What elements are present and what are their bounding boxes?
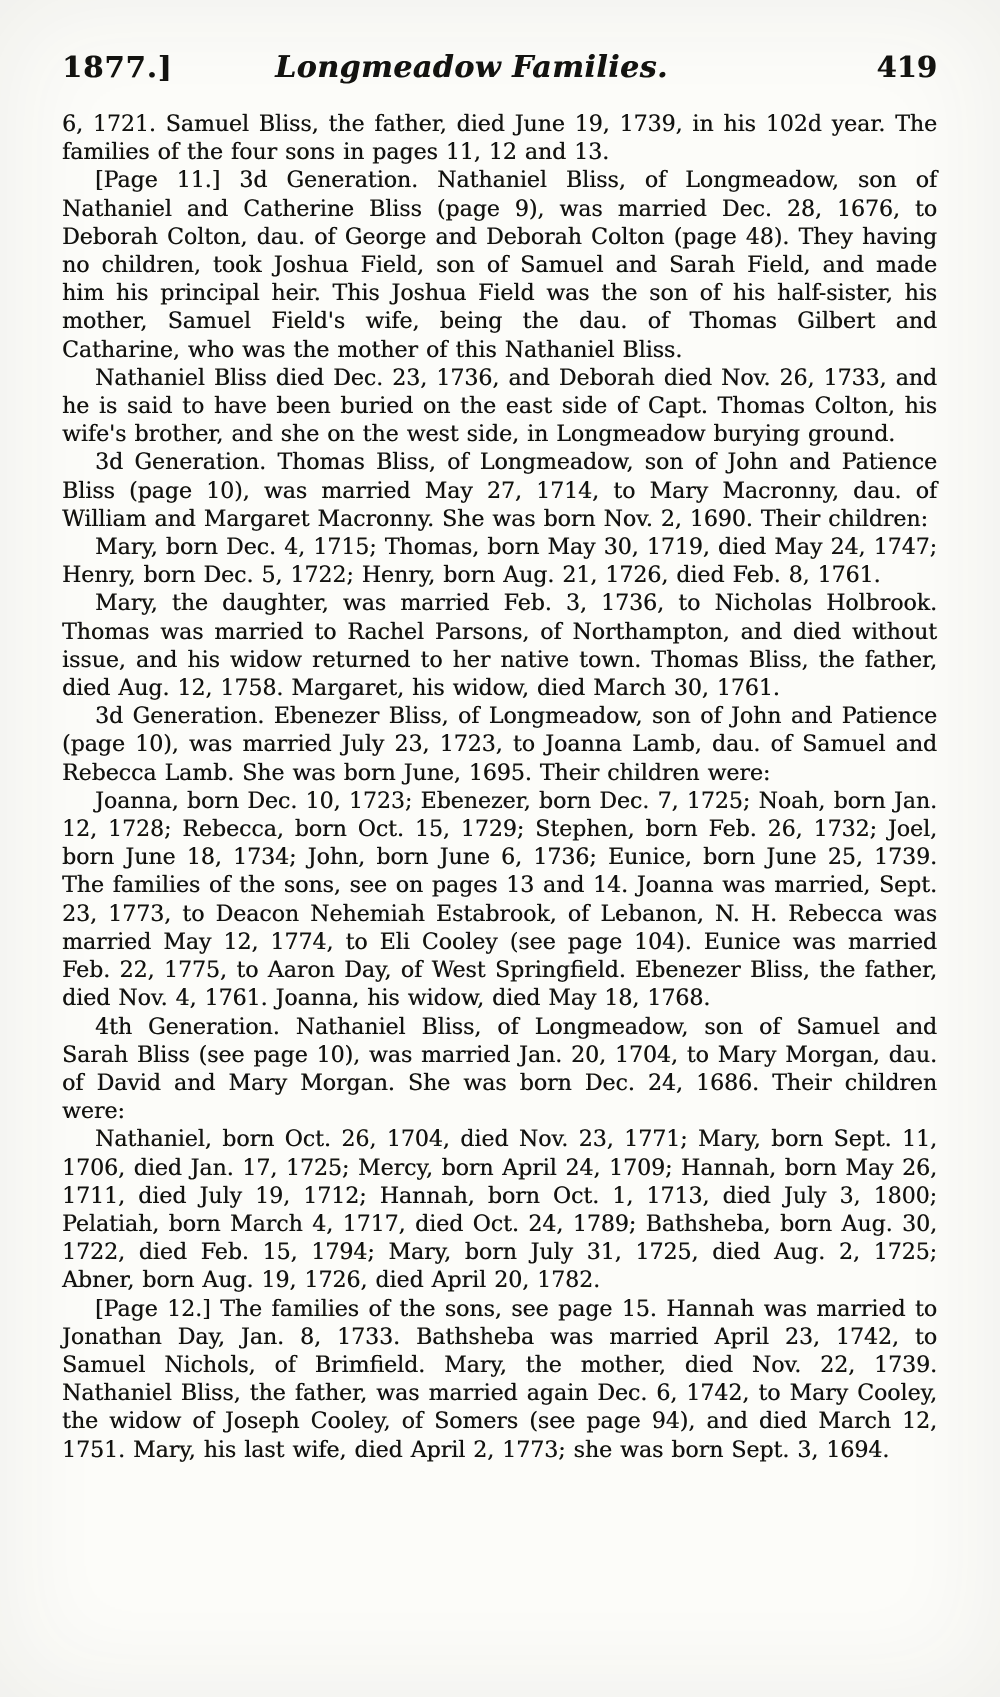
page-number: 419 — [876, 50, 937, 84]
text-body — [62, 111, 937, 1465]
paragraph-continuation: 6, 1721. Samuel Bliss, the father, died June 19, 1739, in his 102d year. The families of the four sons in pages 11, 12 and 13. — [62, 112, 937, 166]
paragraph-page11-nathaniel-bliss: [Page 11.] 3d Generation. Nathaniel Bliss, of Longmeadow, son of Nathaniel and Catherine Bliss (page 9), was married Dec. 28, 1676, to Deborah Colton, dau. of George and Deborah Colton (page 48). They having no children, took Joshua Field, son of Samuel and Sarah Field, and made him his principal heir. This Joshua Field was the son of his half-sister, his mother, Samuel Field's wife, being the dau. of Thomas Gilbert and Catharine, who was the mother of this Nathaniel Bliss. — [62, 168, 937, 363]
paragraph-mary-daughter: Mary, the daughter, was married Feb. 3, 1736, to Nicholas Holbrook. Thomas was married to Rachel Parsons, of Northampton, and died without issue, and his widow returned to her native town. Thomas Bliss, the father, died Aug. 12, 1758. Margaret, his widow, died March 30, 1761. — [62, 591, 937, 702]
paragraph-ebenezer-children: Joanna, born Dec. 10, 1723; Ebenezer, born Dec. 7, 1725; Noah, born Jan. 12, 1728; Rebecca, born Oct. 15, 1729; Stephen, born Feb. 26, 1732; Joel, born June 18, 1734; John, born June 6, 1736; Eunice, born June 25, 1739. The families of the sons, see on pages 13 and 14. Joanna was married, Sept. 23, 1773, to Deacon Nehemiah Estabrook, of Lebanon, N. H. Rebecca was married May 12, 1774, to Eli Cooley (see page 104). Eunice was married Feb. 22, 1775, to Aaron Day, of West Springfield. Ebenezer Bliss, the father, died Nov. 4, 1761. Joanna, his widow, died May 18, 1768. — [62, 788, 937, 1012]
paragraph-page12-families: [Page 12.] The families of the sons, see page 15. Hannah was married to Jonathan Day, Jan. 8, 1733. Bathsheba was married April 23, 1742, to Samuel Nichols, of Brimfield. Mary, the mother, died Nov. 22, 1739. Nathaniel Bliss, the father, was married again Dec. 6, 1742, to Mary Cooley, the widow of Joseph Cooley, of Somers (see page 94), and died March 12, 1751. Mary, his last wife, died April 2, 1773; she was born Sept. 3, 1694. — [62, 1296, 937, 1463]
year-label: 1877.] — [62, 50, 173, 84]
paragraph-thomas-bliss: 3d Generation. Thomas Bliss, of Longmeadow, son of John and Patience Bliss (page 10), was married May 27, 1714, to Mary Macronny, dau. of William and Margaret Macronny. She was born Nov. 2, 1690. Their children: — [62, 450, 937, 532]
paragraph-thomas-children: Mary, born Dec. 4, 1715; Thomas, born May 30, 1719, died May 24, 1747; Henry, born Dec. 5, 1722; Henry, born Aug. 21, 1726, died Feb. 8, 1761. — [62, 535, 937, 589]
paragraph-nathaniel-death: Nathaniel Bliss died Dec. 23, 1736, and Deborah died Nov. 26, 1733, and he is said to have been buried on the east side of Capt. Thomas Colton, his wife's brother, and she on the west side, in Longmeadow burying ground. — [62, 365, 937, 448]
paragraph-nathaniel-children: Nathaniel, born Oct. 26, 1704, died Nov. 23, 1771; Mary, born Sept. 11, 1706, died Jan. 17, 1725; Mercy, born April 24, 1709; Hannah, born May 26, 1711, died July 19, 1712; Hannah, born Oct. 1, 1713, died July 3, 1800; Pelatiah, born March 4, 1717, died Oct. 24, 1789; Bathsheba, born Aug. 30, 1722, died Feb. 15, 1794; Mary, born July 31, 1725, died Aug. 2, 1725; Abner, born Aug. 19, 1726, died April 20, 1782. — [62, 1127, 937, 1294]
paragraph-ebenezer-bliss: 3d Generation. Ebenezer Bliss, of Longmeadow, son of John and Patience (page 10), was married July 23, 1723, to Joanna Lamb, dau. of Samuel and Rebecca Lamb. She was born June, 1695. Their children were: — [62, 704, 937, 786]
page-title: Longmeadow Families. — [275, 50, 668, 85]
paragraph-4th-generation-nathaniel: 4th Generation. Nathaniel Bliss, of Longmeadow, son of Samuel and Sarah Bliss (see page 10), was married Jan. 20, 1704, to Mary Morgan, dau. of David and Mary Morgan. She was born Dec. 24, 1686. Their children were: — [62, 1014, 937, 1125]
page-header — [62, 50, 937, 85]
